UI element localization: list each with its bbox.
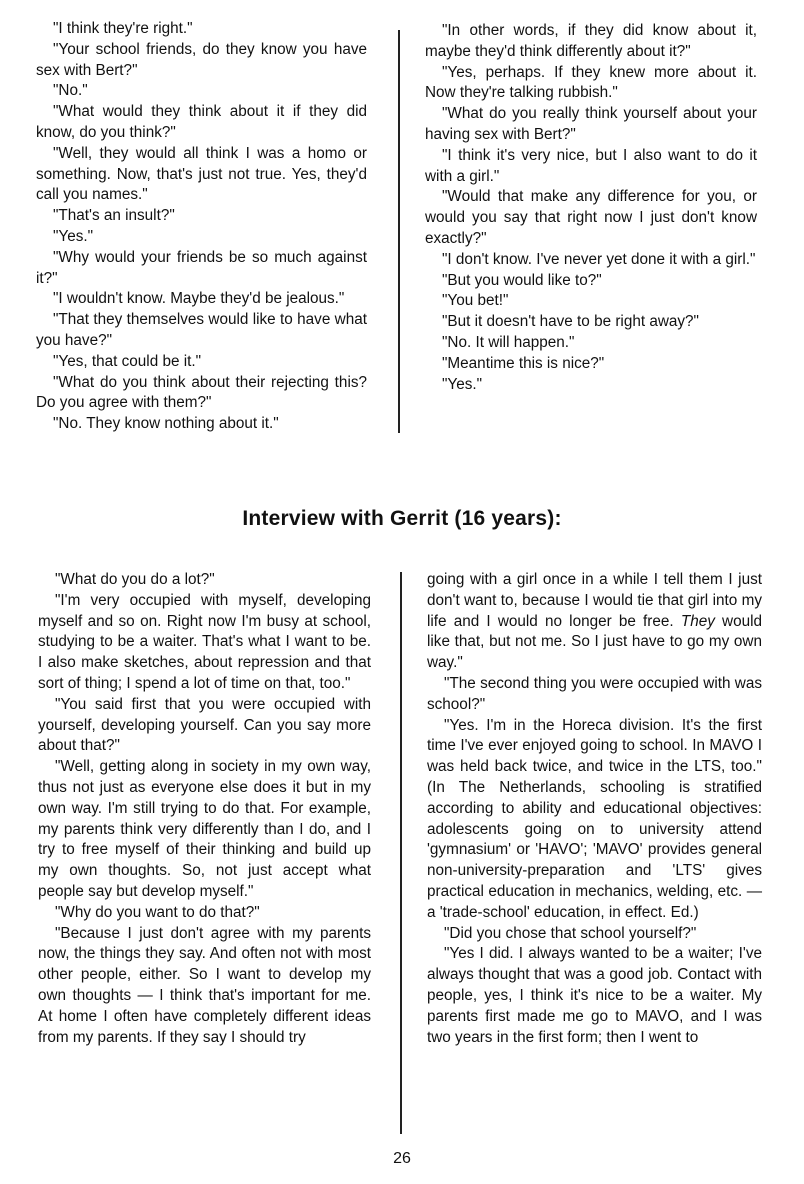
column-divider [400, 572, 402, 1134]
paragraph: "No. It will happen." [442, 333, 575, 351]
paragraph: "You bet!" [442, 292, 509, 310]
paragraph: "You said first that you were occupied with yourself, developing yourself. Can you say more about that?" [38, 695, 371, 755]
paragraph: "Yes." [442, 375, 483, 393]
paragraph: "No." [53, 82, 88, 100]
paragraph-text: would like that, but not me. So I just have to go my own way." [427, 612, 762, 672]
paragraph: "Did you chose that school yourself?" [444, 924, 697, 942]
paragraph: "But it doesn't have to be right away?" [442, 313, 699, 331]
paragraph: "I wouldn't know. Maybe they'd be jealous." [53, 290, 345, 308]
paragraph: "That's an insult?" [53, 207, 175, 225]
paragraph: "I think it's very nice, but I also want to do it with a girl." [425, 146, 757, 185]
paragraph: "What would they think about it if they did know, do you think?" [36, 103, 367, 141]
paragraph: "Would that make any difference for you, or would you say that right now I just don't know exactly?" [425, 188, 757, 247]
paragraph: "In other words, if they did know about it, maybe they'd think differently about it?" [425, 22, 757, 60]
paragraph: "No. They know nothing about it." [53, 415, 279, 433]
paragraph-text: going with a girl once in a while I tell them I just don't want to, because I would tie that girl into my life and I would no longer be free. [427, 571, 762, 630]
paragraph: "I think they're right." [53, 20, 193, 37]
paragraph: "What do you do a lot?" [55, 571, 215, 588]
interview-1-right-column [425, 21, 757, 395]
paragraph: "Well, they would all think I was a homo or something. Now, that's just not true. Yes, they'd call you names." [36, 144, 367, 204]
paragraph: "I don't know. I've never yet done it with a girl." [442, 250, 756, 268]
column-divider [398, 30, 400, 433]
paragraph [427, 570, 762, 674]
paragraph: "But you would like to?" [442, 271, 602, 289]
interview-2-right-column [427, 570, 762, 1048]
paragraph: "Why would your friends be so much against it?" [36, 248, 367, 287]
paragraph: "Yes." [53, 227, 94, 245]
paragraph: "Yes, perhaps. If they knew more about it. Now they're talking rubbish." [425, 63, 757, 102]
page-number: 26 [393, 1150, 411, 1167]
paragraph: "Because I just don't agree with my parents now, the things they say. And often not with most other people, either. So I want to develop my own thoughts — I think that's important for me. At home I often have completely different ideas from my parents. If they say I should try [38, 924, 371, 1046]
paragraph: "What do you think about their rejecting this? Do you agree with them?" [36, 373, 367, 412]
section-heading: Interview with Gerrit (16 years): [242, 507, 562, 530]
paragraph: "I'm very occupied with myself, developing myself and so on. Right now I'm busy at school, studying to be a waiter. That's what I want to be. I also make sketches, about repression and that sort of thing; I spend a lot of time on that, too." [38, 591, 371, 692]
paragraph: "Yes, that could be it." [53, 352, 202, 370]
paragraph: "Meantime this is nice?" [442, 354, 605, 372]
paragraph: "Yes I did. I always wanted to be a waiter; I've always thought that was a good job. Contact with people, yes, I think it's nice to be a waiter. My parents first made me go to MAVO, and I was two years in the first form; then I went to [427, 945, 762, 1046]
paragraph: "Yes. I'm in the Horeca division. It's the first time I've ever enjoyed going to school. In MAVO I was held back twice, and twice in the LTS, too." (In The Netherlands, schooling is stratified according to ability and educational objectives: adolescents going on to university attend 'gymnasium' or 'HAVO'; 'MAVO' provides general non-university-preparation and 'LTS' gives practical education in mechanics, welding, etc. — a 'trade-school' education, in effect. Ed.) [427, 716, 762, 921]
interview-1-left-column [36, 19, 367, 435]
paragraph: "Your school friends, do they know you have sex with Bert?" [36, 40, 367, 79]
paragraph: "Well, getting along in society in my own way, thus not just as everyone else does it but in my own way. I'm still trying to do that. For example, my parents think very differently than I do, and I try to free myself of their thinking and build up my own thoughts. So, not just accept what people say but develop myself." [38, 758, 371, 900]
interview-2-left-column [38, 570, 371, 1048]
emphasis: They [680, 612, 715, 630]
paragraph: "What do you really think yourself about your having sex with Bert?" [425, 105, 757, 143]
paragraph: "The second thing you were occupied with was school?" [427, 674, 762, 713]
paragraph: "Why do you want to do that?" [55, 903, 260, 921]
paragraph: "That they themselves would like to have what you have?" [36, 311, 367, 349]
